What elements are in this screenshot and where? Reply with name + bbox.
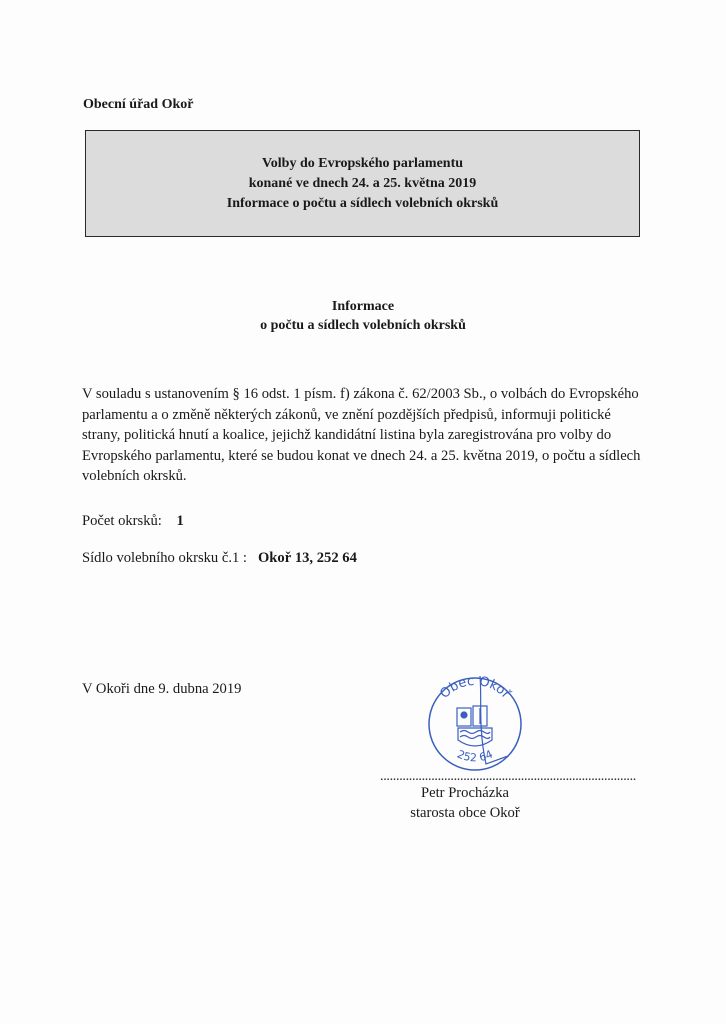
header-line-2: konané ve dnech 24. a 25. května 2019 — [248, 175, 477, 191]
section-title — [0, 297, 726, 335]
signature-line: ................................................................................ — [380, 769, 637, 784]
district-seat-value: Okoř 13, 252 64 — [257, 550, 357, 566]
section-title-line-2: o počtu a sídlech volebních okrsků — [260, 318, 466, 333]
district-count-value: 1 — [176, 513, 184, 529]
office-name: Obecní úřad Okoř — [83, 97, 194, 112]
signatory-name: Petr Procházka — [421, 785, 509, 801]
body-paragraph: V souladu s ustanovením § 16 odst. 1 písm. f) zákona č. 62/2003 Sb., o volbách do Evropského parlamentu a o změně některých zákonů, ve znění pozdějších předpisů, informuji politické strany, politická hnutí a koalice, jejichž kandidátní listina byla zaregistrována pro volby do Evropského parlamentu, které se budou konat ve dnech 24. a 25. května 2019, o počtu a sídlech volebních okrsků. — [82, 386, 641, 484]
district-seat-label: Sídlo volebního okrsku č.1 : — [82, 550, 247, 566]
stamp-bottom-text: 252 64 — [455, 747, 495, 765]
place-and-date: V Okoři dne 9. dubna 2019 — [82, 681, 242, 697]
district-seat — [82, 550, 357, 567]
coat-of-arms-icon — [457, 706, 492, 746]
municipal-stamp — [420, 668, 530, 778]
header-line-3: Informace o počtu a sídlech volebních okrsků — [226, 195, 499, 211]
section-title-line-1: Informace — [331, 299, 395, 314]
stamp-top-text: Obec Okoř — [437, 673, 514, 702]
signatory-role: starosta obce Okoř — [410, 805, 520, 821]
header-box — [85, 130, 640, 237]
district-count — [82, 513, 184, 530]
header-line-1: Volby do Evropského parlamentu — [261, 155, 464, 171]
district-count-label: Počet okrsků: — [82, 513, 162, 529]
